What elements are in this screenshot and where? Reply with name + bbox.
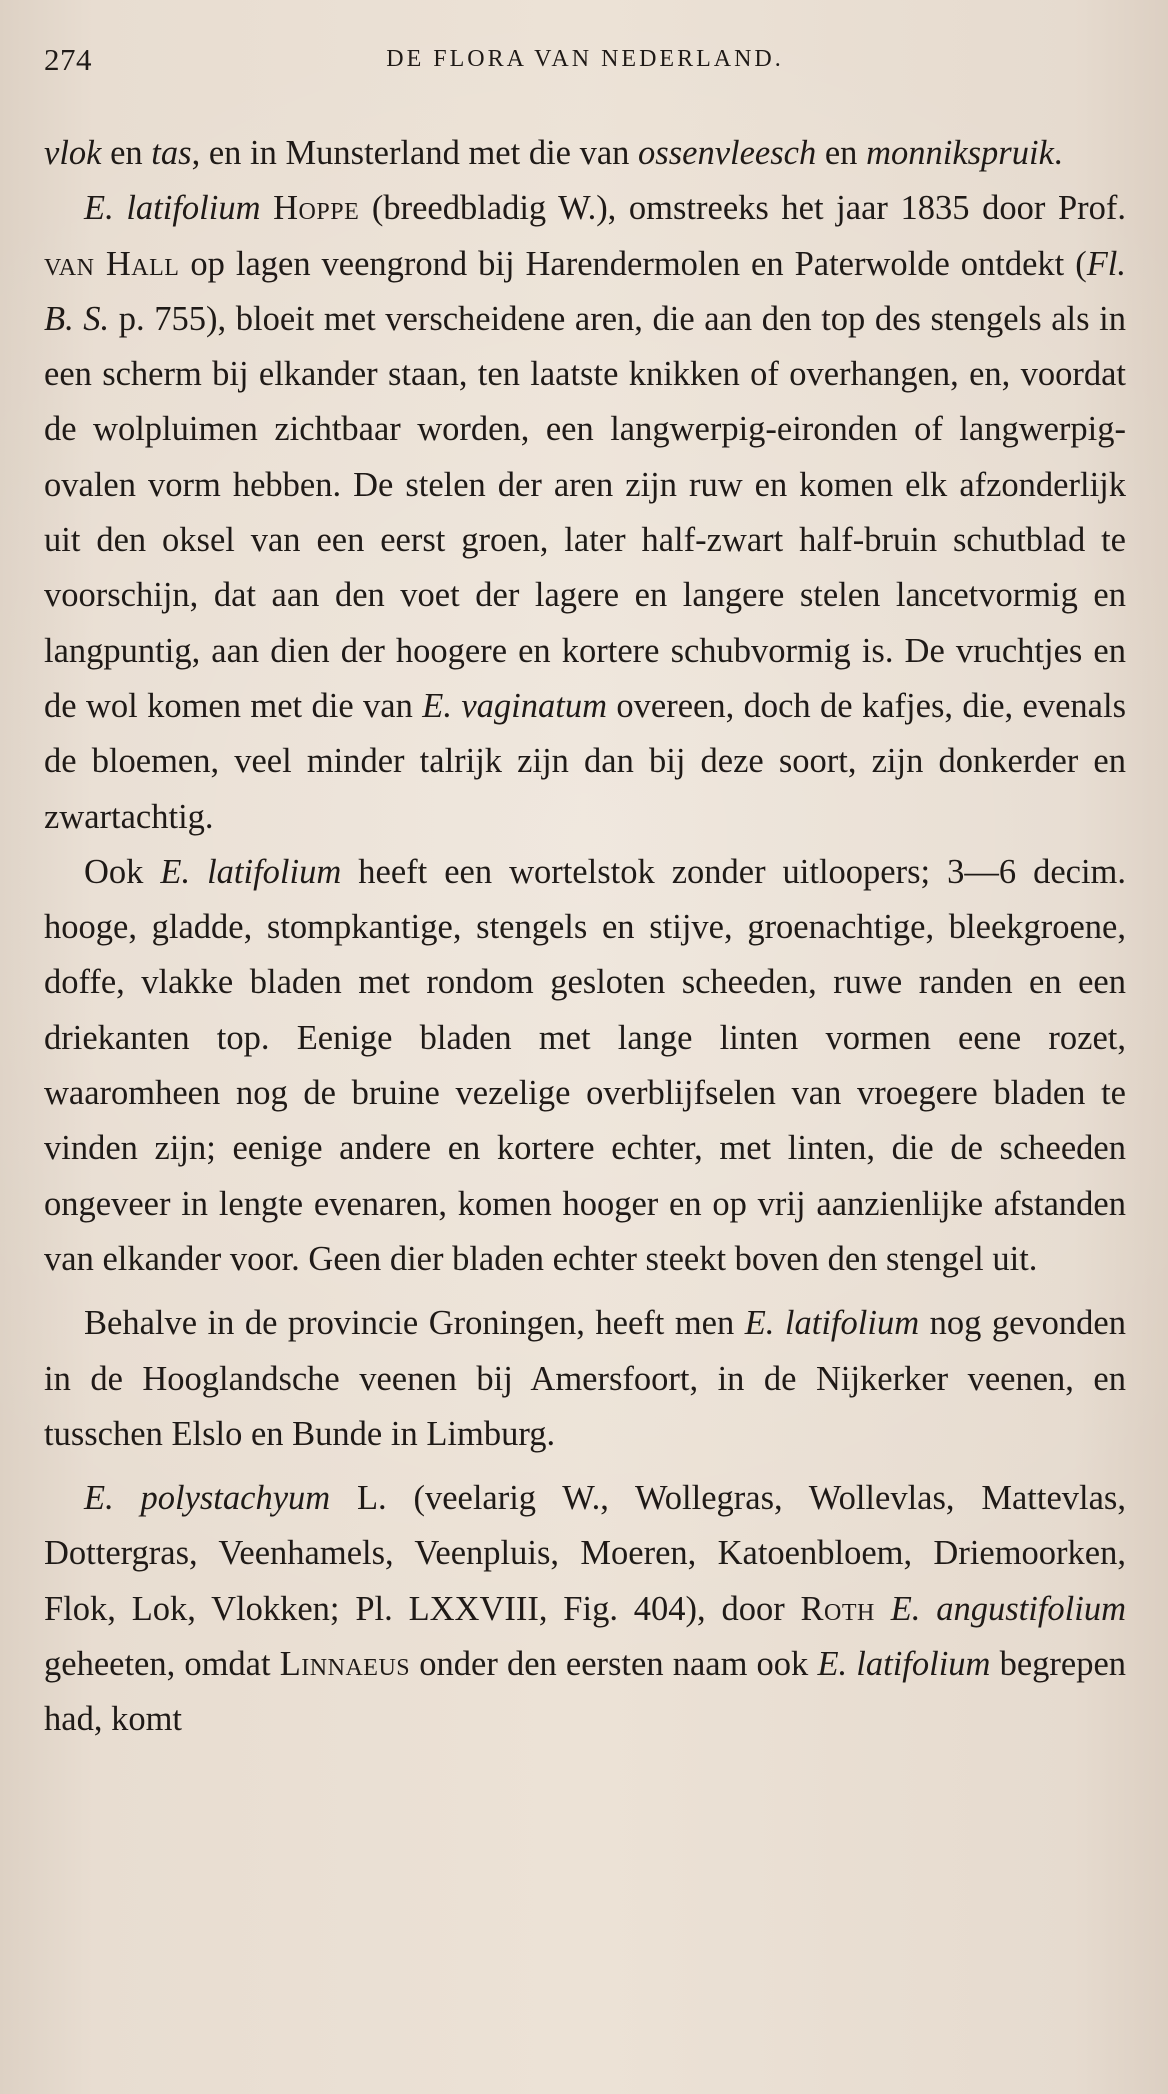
- text-segment: nog gevonden in de Hooglandsche veenen bij Amersfoort, in de Nijkerker veenen, en tusschen Elslo en Bunde in Limburg.: [44, 1304, 1126, 1453]
- text-segment: E. angustifolium: [890, 1589, 1126, 1628]
- text-segment: van Hall: [44, 244, 180, 283]
- text-segment: Behalve in de provincie Groningen, heeft men: [84, 1304, 745, 1343]
- text-segment: tas: [151, 134, 192, 172]
- text-segment: E. latifolium: [817, 1645, 991, 1684]
- text-segment: E. latifolium: [160, 852, 342, 891]
- text-segment: en: [816, 134, 867, 172]
- text-segment: .: [1053, 134, 1063, 172]
- text-segment: E. latifolium: [84, 189, 261, 228]
- text-segment: heeft een wortelstok zonder uitloopers; 3—6 decim. hooge, gladde, stompkantige, stengels en stijve, groenachtige, bleekgroene, doffe, vlakke bladen met rondom gesloten scheeden, ruwe randen en een driekanten top. Eenige bladen met lange linten vormen eene rozet, waaromheen nog de bruine vezelige overblijfselen van vroegere bladen te vinden zijn; eenige andere en kortere echter, met linten, die de scheeden ongeveer in lengte evenaren, komen hooger en op vrij aanzienlijke afstanden van elkander voor. Geen dier bladen echter steekt boven den stengel uit.: [44, 852, 1127, 1278]
- text-segment: E. latifolium: [744, 1304, 920, 1343]
- text-segment: Fl. B. S.: [44, 244, 1126, 338]
- text-segment: E. vaginatum: [422, 686, 607, 725]
- text-segment: p. 755), bloeit met verscheidene aren, die aan den top des stengels als in een scherm bij elkander staan, ten laatste knikken of overhangen, en, voordat de wolpluimen zichtbaar worden, een langwerpig-eironden of langwerpig-ovalen vorm hebben. De stelen der aren zijn ruw en komen elk afzonderlijk uit den oksel van een eerst groen, later half-zwart half-bruin schutblad te voorschijn, dat aan den voet der lagere en langere stelen lancetvormig en langpuntig, aan dien der hoogere en kortere schubvormig is. De vruchtjes en de wol komen met die van: [44, 299, 1127, 725]
- text-segment: onder den eersten naam ook: [410, 1645, 818, 1684]
- text-segment: Ook: [84, 852, 161, 891]
- text-segment: vlok: [44, 134, 102, 172]
- paragraph-continuation: [44, 126, 1126, 181]
- text-segment: L. (veelarig W., Wollegras, Wollevlas, Mattevlas, Dottergras, Veenhamels, Veenpluis, Moeren, Katoenbloem, Driemoorken, Flok, Lok, Vlokken; Pl. LXXVIII, Fig. 404), door: [44, 1479, 1126, 1628]
- body-text: [44, 126, 1126, 1748]
- text-segment: (breedbladig W.), omstreeks het jaar 1835 door Prof.: [359, 189, 1127, 228]
- page-number: 274: [44, 42, 92, 77]
- text-segment: begrepen had, komt: [44, 1645, 1127, 1739]
- paragraph-e-polystachyum: [44, 1471, 1126, 1747]
- text-segment: monnikspruik: [866, 134, 1054, 172]
- page-header: [44, 42, 1126, 100]
- text-segment: [261, 189, 274, 227]
- text-segment: en: [101, 134, 152, 172]
- paragraph-ook-e-latifolium: [44, 845, 1126, 1287]
- text-segment: overeen, doch de kafjes, die, evenals de bloemen, veel minder talrijk zijn dan bij deze soort, zijn donkerder en zwartachtig.: [44, 686, 1126, 836]
- running-head: DE FLORA VAN NEDERLAND.: [386, 46, 784, 72]
- text-segment: ossenvleesch: [638, 134, 817, 172]
- text-segment: [875, 1590, 891, 1628]
- paragraph-behalve: [44, 1296, 1126, 1462]
- text-segment: geheeten, omdat: [44, 1645, 280, 1684]
- text-segment: , en in Munsterland met die van: [191, 134, 639, 172]
- text-segment: Linnaeus: [279, 1645, 411, 1684]
- text-segment: Hoppe: [273, 189, 360, 228]
- paragraph-e-latifolium: [44, 181, 1126, 845]
- text-segment: Roth: [800, 1589, 875, 1628]
- text-segment: E. polystachyum: [84, 1479, 331, 1518]
- text-segment: op lagen veengrond bij Harendermolen en Paterwolde ontdekt (: [179, 244, 1087, 283]
